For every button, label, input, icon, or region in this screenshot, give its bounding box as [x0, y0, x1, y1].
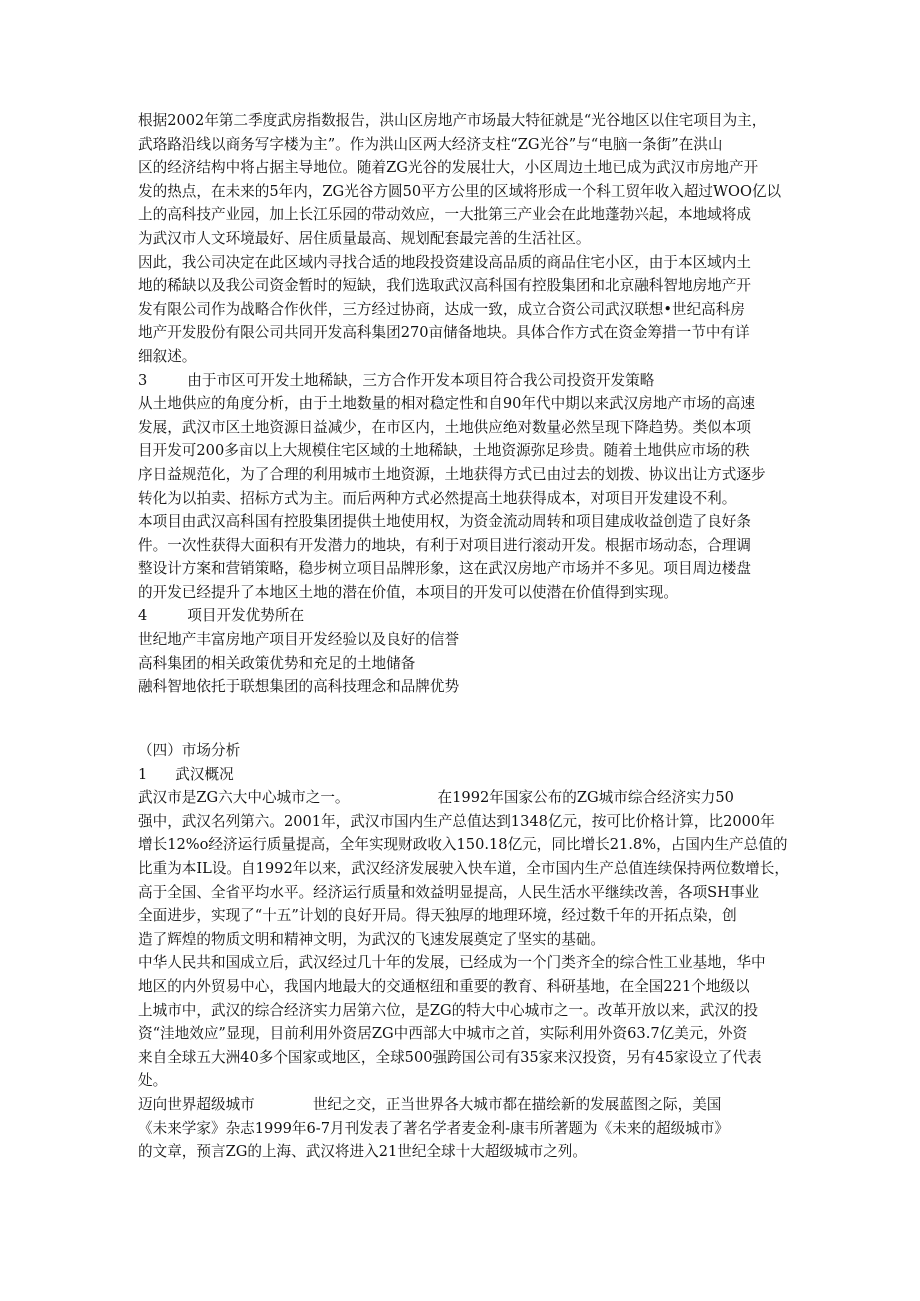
text-line: 本项目由武汉高科国有控股集团提供土地使用权，为资金流动周转和项目建成收益创造了良好条	[138, 513, 751, 531]
text-line: 全面进步，实现了“十五”计划的良好开局。得天独厚的地理环境，经过数千年的开拓点染，创	[138, 907, 737, 925]
text-line: 整设计方案和营销策略，稳步树立项目品牌形象，这在武汉房地产市场并不多见。项目周边楼盘	[138, 560, 751, 578]
text-line: 区的经济结构中将占据主导地位。随着ZG光谷的发展壮大，小区周边土地已成为武汉市房地产开	[138, 159, 759, 177]
text-line: 根据2002年第二季度武房指数报告，洪山区房地产市场最大特征就是“光谷地区以住宅项目为主，	[138, 112, 767, 129]
heading-4-text: 项目开发优势所在	[187, 607, 305, 625]
text-line: 从土地供应的角度分析，由于土地数量的相对稳定性和自90年代中期以来武汉房地产市场的高速	[138, 395, 755, 413]
text-line: 为武汉市人文环境最好、居住质量最高、规划配套最完善的生活社区。	[138, 229, 591, 247]
text-line: 的开发已经提升了本地区土地的潜在价值，本项目的开发可以使潜在价值得到实现。	[138, 583, 678, 601]
heading-3-text: 由于市区可开发土地稀缺，三方合作开发本项目符合我公司投资开发策略	[187, 371, 655, 389]
text-line: 中华人民共和国成立后，武汉经过几十年的发展，已经成为一个门类齐全的综合性工业基地，华中	[138, 954, 766, 972]
heading-4	[138, 604, 790, 628]
heading-1-number: 1	[138, 765, 148, 783]
text-line: 来自全球五大洲40多个国家或地区，全球500强跨国公司有35家来汉投资，另有45家设立了代表	[138, 1048, 762, 1066]
text-line: 的文章，预言ZG的上海、武汉将进入21世纪全球十大超级城市之列。	[138, 1143, 587, 1161]
text-line: 地区的内外贸易中心，我国内地最大的交通枢纽和重要的教育、科研基地，在全国221个地级以	[138, 977, 750, 995]
text-line: 发展，武汉市区土地资源日益减少，在市区内，土地供应绝对数量必然呈现下降趋势。类似本项	[138, 418, 751, 436]
text-line: 高于全国、全省平均水平。经济运行质量和效益明显提高，人民生活水平继续改善，各项SH事业	[138, 883, 760, 901]
text-line: 武汉市是ZG六大中心城市之一。 在1992年国家公布的ZG城市综合经济实力50	[138, 789, 734, 807]
text-line: 目开发可200多亩以上大规模住宅区域的土地稀缺，土地资源弥足珍贵。随着土地供应市场的秩	[138, 442, 750, 460]
section-market-analysis	[138, 739, 790, 1164]
advantage-item: 融科智地依托于联想集团的高科技理念和品牌优势	[138, 678, 460, 696]
section-title: （四）市场分析	[138, 742, 241, 759]
text-line: 细叙述。	[138, 347, 197, 365]
text-line: 迈向世界超级城市 世纪之交，正当世界各大城市都在描绘新的发展蓝图之际，美国	[138, 1095, 722, 1113]
text-line: 序日益规范化，为了合理的利用城市土地资源，土地获得方式已由过去的划拨、协议出让方式逐步	[138, 465, 766, 483]
heading-3	[138, 369, 790, 393]
text-line: 武珞路沿线以商务写字楼为主”。作为洪山区两大经济支柱“ZG光谷”与“电脑一条街”在洪山	[138, 135, 723, 153]
text-line: 发有限公司作为战略合作伙伴，三方经过协商，达成一致，成立合资公司武汉联想•世纪高科房	[138, 300, 745, 318]
text-line: 上的高科技产业园，加上长江乐园的带动效应，一大批第三产业会在此地蓬勃兴起，本地域将成	[138, 206, 751, 224]
heading-3-number: 3	[138, 371, 148, 389]
text-line: 转化为以拍卖、招标方式为主。而后两种方式必然提高土地获得成本，对项目开发建设不利。	[138, 489, 737, 507]
advantage-item: 高科集团的相关政策优势和充足的土地储备	[138, 654, 416, 672]
heading-1	[138, 763, 790, 787]
text-line: 强中，武汉名列第六。2001年，武汉市国内生产总值达到1348亿元，按可比价格计算，比2000年	[138, 812, 775, 830]
text-line: 件。一次性获得大面积有开发潜力的地块，有利于对项目进行滚动开发。根据市场动态，合理调	[138, 536, 751, 554]
text-line: 比重为本IL设。自1992年以来，武汉经济发展驶入快车道，全市国内生产总值连续保持两位数增长，	[138, 859, 789, 877]
text-line: 增长12%o经济运行质量提高，全年实现财政收入150.18亿元，同比增长21.8%，占国内生产总值的	[138, 836, 788, 854]
text-line: 《未来学家》杂志1999年6-7月刊发表了著名学者麦金利-康韦所著题为《未来的超级城市》	[138, 1119, 729, 1137]
text-line: 发的热点，在未来的5年内，ZG光谷方圆50平方公里的区域将形成一个科工贸年收入超过WOO亿以	[138, 182, 782, 200]
text-line: 地的稀缺以及我公司资金暂时的短缺，我们选取武汉高科国有控股集团和北京融科智地房地产开	[138, 277, 751, 295]
paragraph-market-feature	[138, 109, 790, 699]
text-line: 上城市中，武汉的综合经济实力居第六位，是ZG的特大中心城市之一。改革开放以来，武汉的投	[138, 1001, 759, 1019]
text-line: 因此，我公司决定在此区域内寻找合适的地段投资建设高品质的商品住宅小区，由于本区域内土	[138, 253, 751, 271]
advantage-item: 世纪地产丰富房地产项目开发经验以及良好的信誉	[138, 631, 460, 649]
text-line: 地产开发股份有限公司共同开发高科集团270亩储备地块。具体合作方式在资金筹措一节中有详	[138, 324, 750, 342]
text-line: 处。	[138, 1072, 168, 1090]
text-line: 造了辉煌的物质文明和精神文明，为武汉的飞速发展奠定了坚实的基础。	[138, 930, 606, 948]
text-line: 资“洼地效应”显现，目前利用外资居ZG中西部大中城市之首，实际利用外资63.7亿美元，外资	[138, 1025, 748, 1043]
heading-4-number: 4	[138, 607, 148, 625]
heading-1-text: 武汉概况	[175, 765, 234, 783]
